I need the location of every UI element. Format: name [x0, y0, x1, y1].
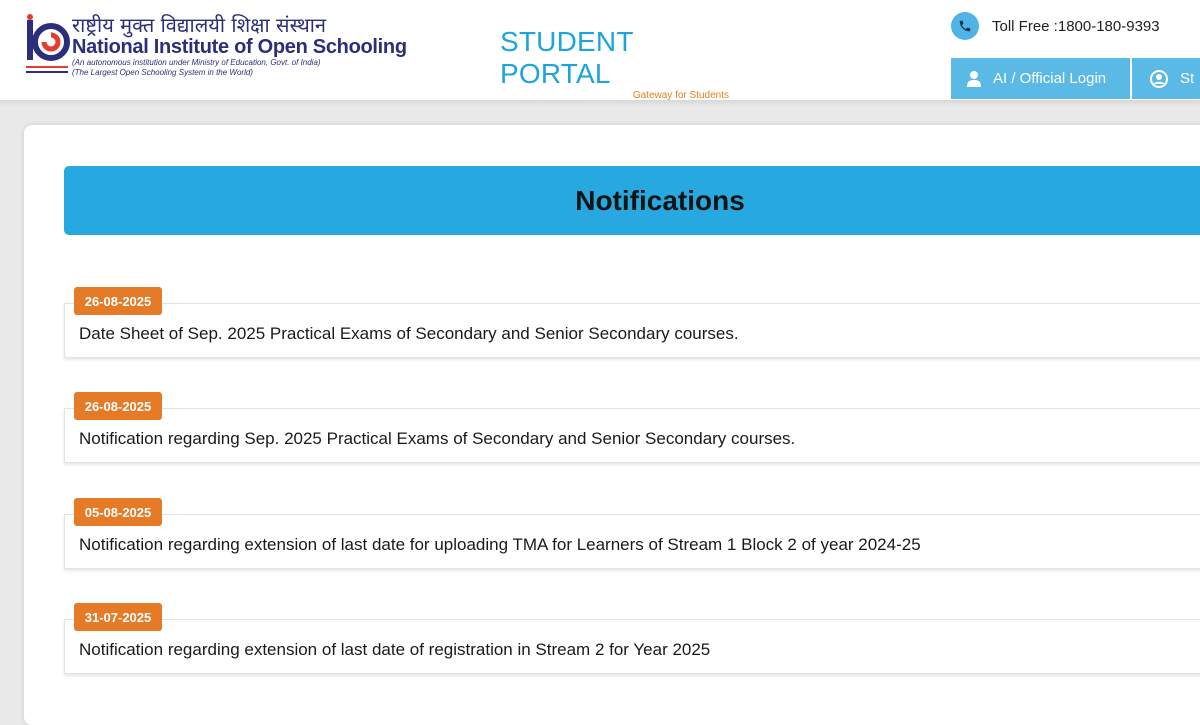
notification-item[interactable] — [64, 619, 1200, 674]
brand-subtitle-1: (An autonomous institution under Ministry of Education, Govt. of India) — [72, 58, 321, 67]
date-badge: 05-08-2025 — [74, 498, 162, 526]
portal-subtitle: Gateway for Students — [632, 90, 729, 101]
brand-block — [72, 14, 407, 78]
tollfree-number: Toll Free :1800-180-9393 — [992, 17, 1160, 35]
notification-item[interactable] — [64, 303, 1200, 358]
notification-link[interactable]: Notification regarding extension of last date for uploading TMA for Learners of Stream 1 Block 2 of year 2024-25 — [79, 535, 921, 554]
brand-name-prefix: National Institute of — [72, 36, 258, 58]
portal-heading — [500, 26, 730, 102]
tollfree-contact — [951, 12, 1160, 40]
ai-official-login-label: AI / Official Login — [993, 70, 1107, 87]
date-badge: 26-08-2025 — [74, 392, 162, 420]
brand-name-hindi: राष्ट्रीय मुक्त विद्यालयी शिक्षा संस्थान — [72, 13, 327, 37]
phone-icon — [951, 12, 979, 40]
notification-item[interactable] — [64, 408, 1200, 463]
date-badge: 26-08-2025 — [74, 287, 162, 315]
nios-logo-icon[interactable] — [24, 14, 70, 78]
user-circle-icon — [1150, 70, 1168, 88]
notifications-title: Notifications — [575, 184, 745, 216]
site-header — [0, 0, 1200, 101]
student-login-button[interactable] — [1132, 58, 1200, 99]
brand-name-accent: Open Schooling — [257, 36, 407, 58]
user-icon — [967, 71, 981, 87]
notification-link[interactable]: Notification regarding Sep. 2025 Practical Exams of Secondary and Senior Secondary courses. — [79, 429, 796, 448]
ai-official-login-button[interactable] — [951, 58, 1130, 99]
notification-item[interactable] — [64, 514, 1200, 569]
notification-link[interactable]: Notification regarding extension of last date of registration in Stream 2 for Year 2025 — [79, 640, 711, 659]
portal-title: STUDENT PORTAL — [500, 26, 634, 89]
student-login-label: St — [1180, 70, 1195, 87]
notifications-banner — [64, 166, 1200, 235]
brand-name-english — [72, 36, 407, 58]
brand-subtitle-2: (The Largest Open Schooling System in the World) — [72, 68, 253, 77]
notification-link[interactable]: Date Sheet of Sep. 2025 Practical Exams of Secondary and Senior Secondary courses. — [79, 324, 739, 343]
date-badge: 31-07-2025 — [74, 603, 162, 631]
